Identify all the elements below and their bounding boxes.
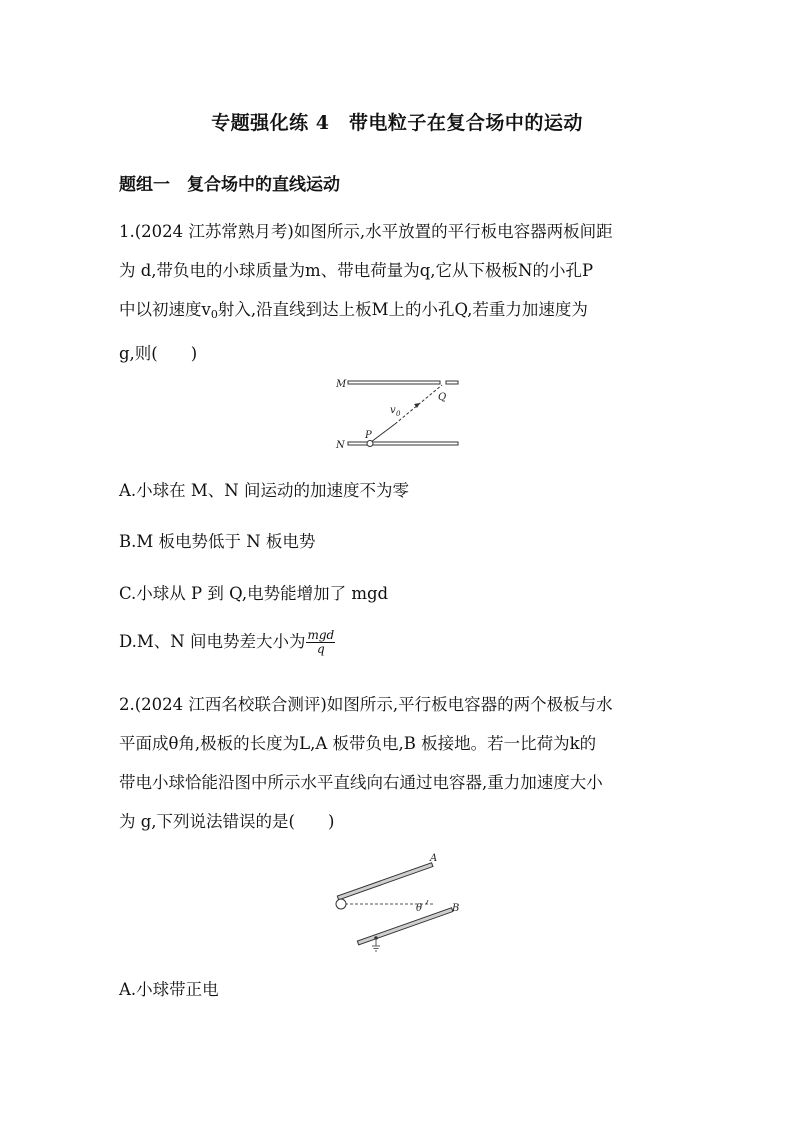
q1-option-d-text: D.M、N 间电势差大小为	[119, 632, 306, 651]
q2-line-3: 带电小球恰能沿图中所示水平直线向右通过电容器,重力加速度大小	[119, 773, 603, 792]
q1-line-3	[119, 290, 679, 334]
q1-line-2: 为 d,带负电的小球质量为m、带电荷量为q,它从下极板N的小孔P	[119, 261, 594, 280]
angle-arc	[426, 900, 428, 904]
q1-option-c: C.小球从 P 到 Q,电势能增加了 mgd	[119, 584, 389, 603]
plate-m-right	[446, 381, 458, 384]
q1-line-3a: 中以初速度v	[119, 300, 211, 319]
label-b: B	[452, 903, 460, 914]
label-a: A	[430, 853, 438, 864]
q1-option-d-fraction	[306, 629, 335, 656]
q1-figure-capacitor	[330, 372, 470, 454]
label-p: P	[365, 430, 372, 441]
q2-line-2: 平面成θ角,极板的长度为L,A 板带负电,B 板接地。若一比荷为k的	[119, 734, 597, 753]
q1-line-4: g,则( )	[119, 344, 198, 363]
charged-ball	[336, 899, 346, 909]
q1-v-subscript: 0	[210, 308, 218, 321]
plate-n	[348, 442, 458, 445]
plate-b	[357, 908, 453, 945]
label-q: Q	[438, 392, 447, 403]
q1-option-d	[119, 628, 335, 656]
page-title: 专题强化练 4 带电粒子在复合场中的运动	[211, 112, 583, 134]
section-title: 题组一 复合场中的直线运动	[119, 175, 340, 195]
hole-p	[367, 441, 373, 447]
q1-option-b: B.M 板电势低于 N 板电势	[119, 532, 316, 551]
fraction-denominator: q	[317, 642, 325, 656]
question-2-text	[119, 685, 679, 841]
label-m: M	[336, 379, 347, 390]
fraction-numerator: mgd	[307, 628, 335, 642]
q1-option-a: A.小球在 M、N 间运动的加速度不为零	[119, 481, 409, 500]
q2-figure-inclined-capacitor	[330, 848, 470, 958]
q1-line-3b: 射入,沿直线到达上板M上的小孔Q,若重力加速度为	[217, 300, 588, 319]
question-1-text	[119, 212, 679, 373]
q2-line-4: 为 g,下列说法错误的是( )	[119, 812, 335, 831]
label-theta: θ	[416, 903, 423, 914]
trajectory-solid	[371, 424, 395, 442]
label-v-sub: 0	[396, 410, 401, 418]
q1-line-1: 1.(2024 江苏常熟月考)如图所示,水平放置的平行板电容器两板间距	[119, 222, 613, 241]
q2-option-a: A.小球带正电	[119, 980, 219, 999]
q2-line-1: 2.(2024 江西名校联合测评)如图所示,平行板电容器的两个极板与水	[119, 695, 613, 714]
label-v: v	[390, 405, 396, 416]
label-n: N	[336, 440, 345, 451]
plate-m-left	[348, 381, 440, 384]
plate-a	[337, 863, 433, 900]
